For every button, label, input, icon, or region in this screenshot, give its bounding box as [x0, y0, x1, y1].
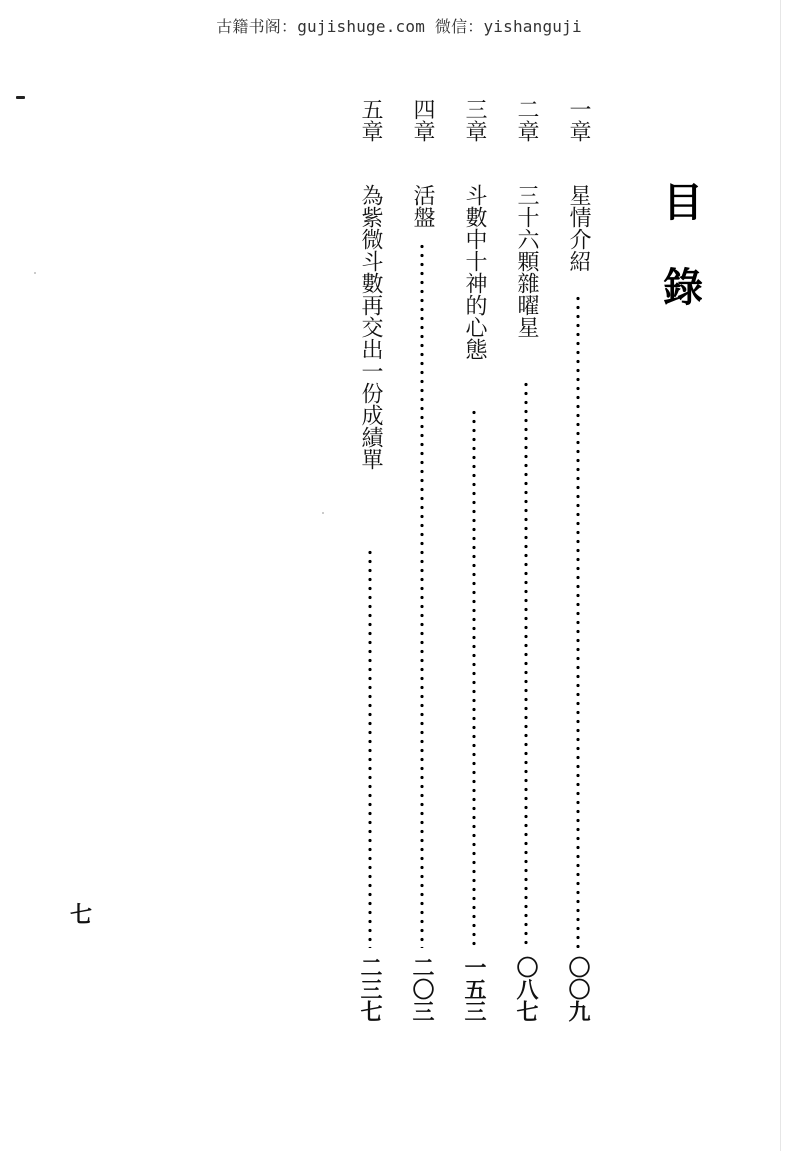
watermark: 古籍书阁：gujishuge.com 微信：yishanguji: [216, 17, 582, 36]
toc-chapter: 二章: [514, 98, 539, 142]
toc-entry[interactable]: [408, 98, 436, 1043]
toc-leader-dots: [368, 548, 372, 948]
scan-speck: [322, 512, 324, 514]
page-title: [658, 178, 708, 328]
toc-chapter: 一章: [566, 98, 591, 142]
page-edge: [780, 0, 781, 1151]
scan-mark: [16, 96, 25, 99]
title-char-1: 目: [663, 180, 703, 226]
scan-speck: [34, 272, 36, 274]
toc-leader-dots: [576, 294, 580, 948]
toc-chapter: 五章: [358, 98, 383, 142]
title-char-2: 錄: [663, 265, 703, 311]
toc-title: 星情介紹: [566, 184, 591, 272]
toc-title: 三十六顆雜曜星: [514, 184, 539, 338]
toc-leader-dots: [420, 242, 424, 948]
toc-page: 二〇三: [409, 956, 435, 1022]
toc-title: 斗數中十神的心態: [462, 184, 487, 360]
toc-page: 一五三: [461, 956, 487, 1022]
page-number: 七: [70, 902, 93, 928]
toc-chapter: 三章: [462, 98, 487, 142]
toc-leader-dots: [524, 380, 528, 948]
toc-chapter: 四章: [410, 98, 435, 142]
toc-title: 為紫微斗數再交出一份成績單: [358, 184, 383, 470]
toc-entry[interactable]: [460, 98, 488, 1043]
toc-leader-dots: [472, 408, 476, 948]
toc-entry[interactable]: [564, 98, 592, 1043]
toc-title: 活盤: [410, 184, 435, 228]
toc-page: 二三七: [357, 956, 383, 1022]
toc-page: 〇八七: [513, 956, 539, 1022]
toc-entry[interactable]: [512, 98, 540, 1043]
toc-page: 〇〇九: [565, 956, 591, 1022]
toc-entry[interactable]: [356, 98, 384, 1043]
